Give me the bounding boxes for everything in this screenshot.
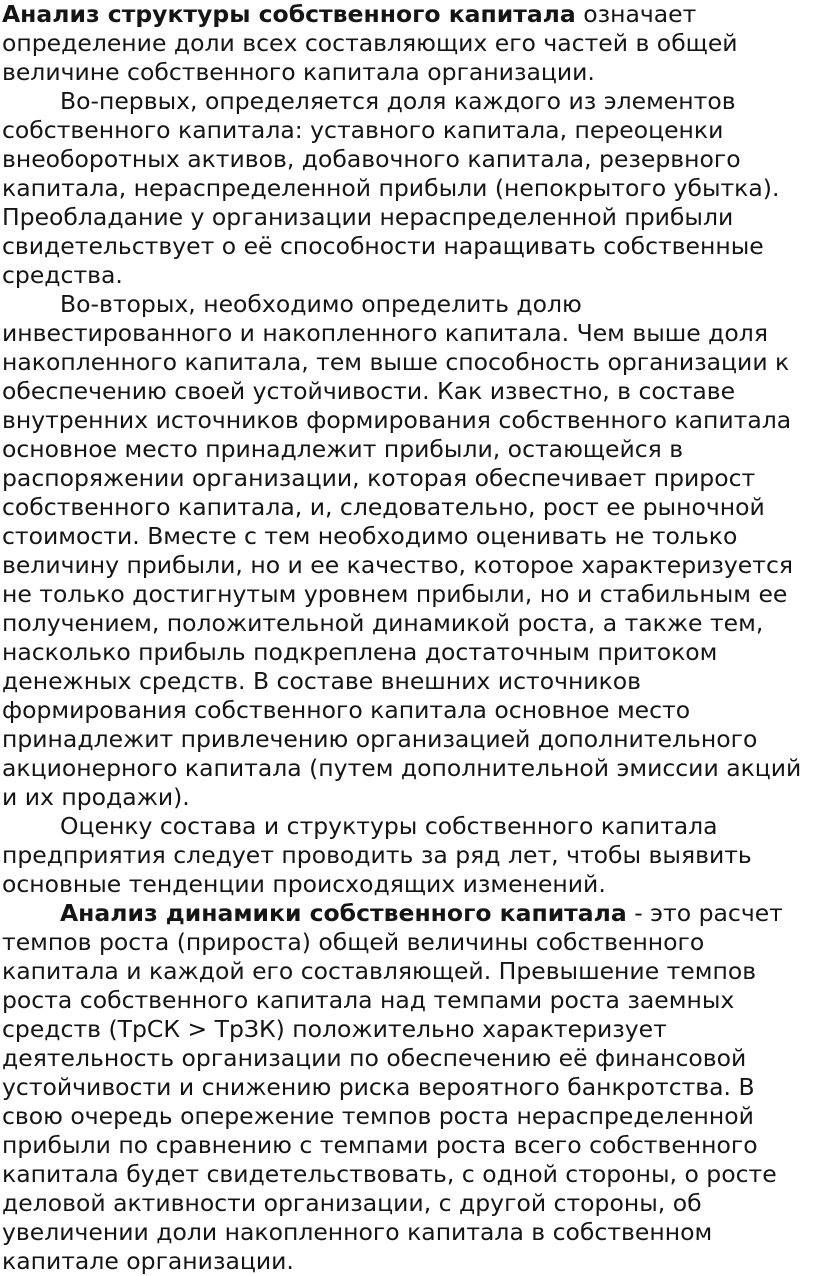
paragraph-text: - это расчет темпов роста (прироста) общей величины собственного капитала и каждой его составляющей. Превышение темпов роста собственного капитала над темпами роста заемных средств (ТрСК > ТрЗК) положительно характеризует деятельность организации по обеспечению её финансовой устойчивости и снижению риска вероятного банкротства. В свою очередь опережение темпов роста нераспределенной прибыли по сравнению с темпами роста всего собственного капитала будет свидетельствовать, с одной стороны, о росте деловой активности организации, с другой стороны, об увеличении доли накопленного капитала в собственном капитале организации.: [2, 899, 783, 1275]
paragraph-dynamics-analysis: [2, 899, 814, 1276]
paragraph-first-point: Во-первых, определяется доля каждого из элементов собственного капитала: уставного капитала, переоценки внеоборотных активов, добавочного капитала, резервного капитала, нераспределенной прибыли (непокрытого убытка). Преобладание у организации нераспределенной прибыли свидетельствует о её способности наращивать собственные средства.: [2, 87, 780, 289]
paragraph-text: означает определение доли всех составляющих его частей в общей величине собственного капитала организации.: [2, 0, 738, 86]
paragraph-second-point: Во-вторых, необходимо определить долю инвестированного и накопленного капитала. Чем выше доля накопленного капитала, тем выше способность организации к обеспечению своей устойчивости. Как известно, в составе внутренних источников формирования собственного капитала основное место принадлежит прибыли, остающейся в распоряжении организации, которая обеспечивает прирост собственного капитала, и, следовательно, рост ее рыночной стоимости. Вместе с тем необходимо оценивать не только величину прибыли, но и ее качество, которое характеризуется не только достигнутым уровнем прибыли, но и стабильным ее получением, положительной динамикой роста, а также тем, насколько прибыль подкреплена достаточным притоком денежных средств. В составе внешних источников формирования собственного капитала основное место принадлежит привлечению организацией дополнительного акционерного капитала (путем дополнительной эмиссии акций и их продажи).: [2, 290, 802, 811]
paragraph-assessment: Оценку состава и структуры собственного капитала предприятия следует проводить за ряд лет, чтобы выявить основные тенденции происходящих изменений.: [2, 812, 752, 898]
term-structure-analysis: Анализ структуры собственного капитала: [2, 0, 576, 28]
paragraph-structure-analysis: [2, 0, 814, 87]
term-dynamics-analysis: Анализ динамики собственного капитала: [60, 899, 627, 927]
